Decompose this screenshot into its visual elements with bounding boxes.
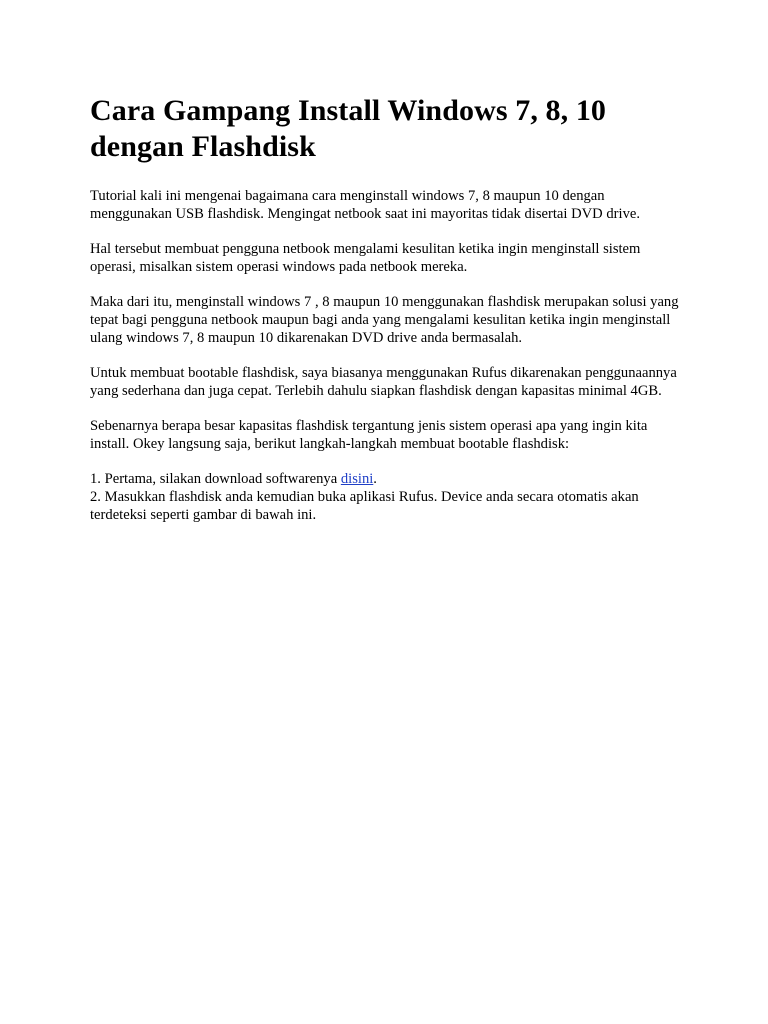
step-1-end: .	[373, 471, 377, 487]
paragraph-intro: Tutorial kali ini mengenai bagaimana cara menginstall windows 7, 8 maupun 10 dengan menggunakan USB flashdisk. Mengingat netbook saat ini mayoritas tidak disertai DVD drive.	[90, 188, 641, 222]
step-1	[90, 470, 680, 488]
paragraph-rufus: Untuk membuat bootable flashdisk, saya biasanya menggunakan Rufus dikarenakan penggunaannya yang sederhana dan juga cepat. Terlebih dahulu siapkan flashdisk dengan kapasitas minimal 4GB.	[90, 365, 677, 399]
article-title: Cara Gampang Install Windows 7, 8, 10 dengan Flashdisk	[90, 94, 607, 163]
download-link[interactable]: disini	[340, 471, 374, 487]
document-page	[90, 93, 680, 524]
paragraph-problem: Hal tersebut membuat pengguna netbook mengalami kesulitan ketika ingin menginstall sistem operasi, misalkan sistem operasi windows pada netbook mereka.	[90, 241, 641, 275]
step-1-text: 1. Pertama, silakan download softwarenya	[90, 471, 341, 487]
step-2: 2. Masukkan flashdisk anda kemudian buka aplikasi Rufus. Device anda secara otomatis akan terdeteksi seperti gambar di bawah ini.	[90, 489, 639, 523]
paragraph-capacity: Sebenarnya berapa besar kapasitas flashdisk tergantung jenis sistem operasi apa yang ingin kita install. Okey langsung saja, berikut langkah-langkah membuat bootable flashdisk:	[90, 418, 648, 452]
paragraph-solution: Maka dari itu, menginstall windows 7 , 8 maupun 10 menggunakan flashdisk merupakan solusi yang tepat bagi pengguna netbook maupun bagi anda yang mengalami kesulitan ketika ingin menginstall ulang windows 7, 8 maupun 10 dikarenakan DVD drive anda bermasalah.	[90, 294, 679, 346]
steps-list	[90, 470, 680, 524]
